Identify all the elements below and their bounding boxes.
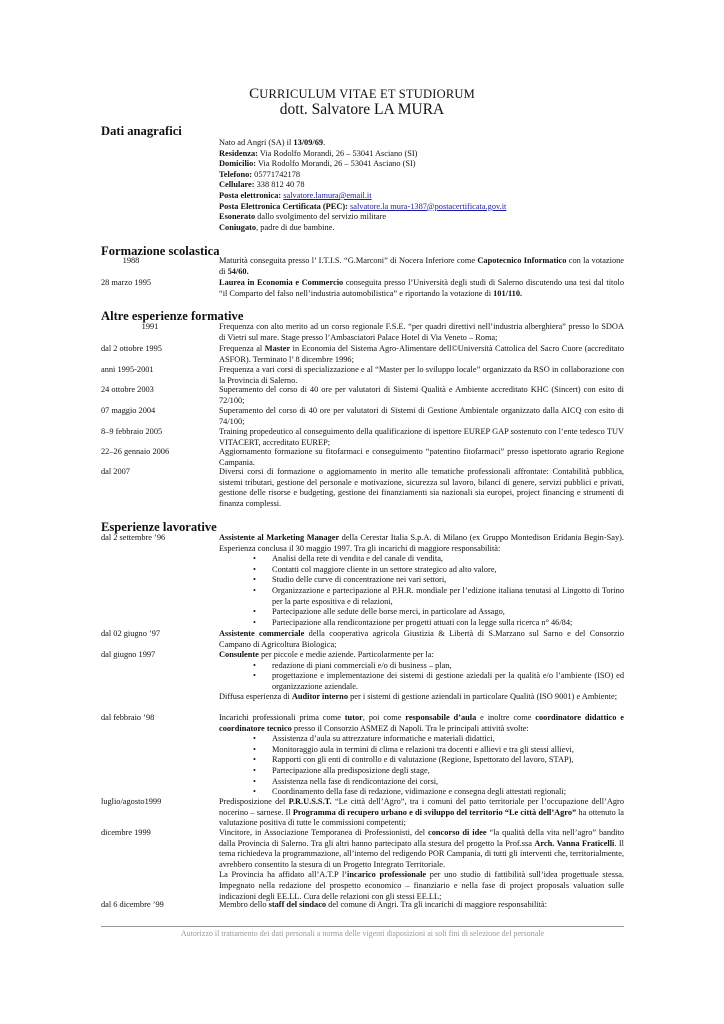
footer-consent: Autorizzo il trattamento dei dati personali a norma delle vigenti disposizioni ai soli fini di selezione del personale	[180, 929, 545, 938]
entry-date: dal 02 giugno ’97	[101, 629, 161, 638]
entry-text: Laurea in Economia e Commercio conseguita presso l’Università degli studi di Salerno discutendo una tesi dal titolo “il Comparto del falso nell’industria automobilistica” e riportando la votazione di 101/110.	[219, 278, 624, 298]
cv-name: dott. Salvatore LA MURA	[279, 101, 445, 118]
list-item: • Studio delle curve di concentrazione nei vari settori,	[253, 575, 447, 585]
email-line: Posta elettronica: salvatore.lamura@email.it	[219, 190, 372, 200]
bullet-list	[219, 554, 624, 628]
entry-text: Aggiornamento formazione su fitofarmaci e conseguimento “patentino fitofarmaci” presso ispettorato agrario Regione Campania.	[219, 447, 624, 467]
list-item: • Contatti col maggiore cliente in un settore strategico ad alto valore,	[253, 564, 497, 574]
personal-data-block	[219, 138, 624, 233]
bullet-list	[219, 661, 624, 693]
residence-line: Residenza: Via Rodolfo Morandi, 26 – 53041 Asciano (SI)	[219, 148, 418, 158]
entry-text: Diversi corsi di formazione o aggiornamento in merito alle tematiche professionali affrontate: Contabilità pubblica, sistemi tributari, gestione del personale e motivazione, sicurezza sul lavoro, bilanci di genere, servizi pubblici e privati, gestione delle risorse e budgeting, gestione dei finanziamenti sia nazionali sia europei, project financing e strumenti di finanza complessi.	[219, 467, 624, 508]
email-link[interactable]: salvatore.lamura@email.it	[283, 190, 372, 200]
entry-text: Training propedeutico al conseguimento della qualificazione di ispettore EUREP GAP sostenuto con l’ente tedesco TUV VITACERT, accreditato EUREP;	[219, 427, 624, 447]
entry-text: Superamento del corso di 40 ore per valutatori di Sistemi Qualità e Ambiente accreditato KHC (Sincert) con esito di 72/100;	[219, 385, 624, 405]
entry-text: Frequenza al Master in Economia del Sistema Agro-Alimentare dell©Università Cattolica del Sacro Cuore (accreditato ASFOR). Terminato l’ 8 dicembre 1996;	[219, 344, 624, 364]
mobile-line: Cellulare: 338 812 40 78	[219, 180, 305, 190]
entry-date: dal febbraio ’98	[101, 713, 155, 722]
entry-text: Frequenza con alto merito ad un corso regionale F.S.E. “per quadri direttivi nell’industria alberghiera” presso lo SDOA di Vietri sul mare. Stage presso l’Ambasciatori Palace Hotel di Via Veneto – Roma;	[219, 322, 624, 342]
list-item: • Organizzazione e partecipazione al P.H.R. mondiale per l’edizione italiana tenutasi al Lingotto di Torino per la parte espositiva e di relazioni,	[253, 585, 624, 606]
entry-text: Maturità conseguita presso l’ I.T.I.S. “G.Marconi” di Nocera Inferiore come Capotecnico Informatico con la votazione di 54/60.	[219, 256, 624, 276]
section-heading-dati: Dati anagrafici	[101, 124, 182, 138]
list-item: • progettazione e implementazione dei sistemi di gestione aziedali per la qualità e/o l’ambiente (ISO) ed organizzazione aziendale.	[253, 671, 624, 691]
section-heading-altre: Altre esperienze formative	[101, 309, 244, 323]
list-item: • Coordinamento della fase di redazione, vidimazione e consegna degli attestati regionali;	[253, 787, 567, 797]
entry-text: Superamento del corso di 40 ore per valutatori di Sistemi di Gestione Ambientale organizzato dalla AICQ con esito di 74/100;	[219, 406, 624, 426]
entry-date: dal giugno 1997	[101, 650, 156, 659]
list-item: • Analisi della rete di vendita e del canale di vendita,	[253, 554, 443, 564]
entry-date: 07 maggio 2004	[101, 406, 156, 415]
entry-date: dal 2 ottobre 1995	[101, 344, 162, 353]
entry-date: dicembre 1999	[101, 828, 151, 837]
section-heading-formazione: Formazione scolastica	[101, 244, 220, 258]
entry-date: dal 6 dicembre ’99	[101, 900, 164, 909]
domicile-line: Domicilio: Via Rodolfo Morandi, 26 – 53041 Asciano (SI)	[219, 159, 416, 169]
footer-divider	[101, 926, 624, 927]
entry-date: 8–9 febbraio 2005	[101, 427, 163, 436]
entry-date: 1991	[141, 322, 159, 331]
entry-text: Incarichi professionali prima come tutor, poi come responsabile d’aula e inoltre come coordinatore didattico e coordinatore tecnico presso il Consorzio ASMEZ di Napoli. Tra le principali attività svolte: • Assistenza d’aula su attrezzature informatiche e materiali didattici, • Monitoraggio aula in termini di clima e relazioni tra docenti e allievi e tra gli stessi allievi, • Rapporti con gli enti di controllo e di valutazione (Regione, Ispettorato del lavoro, STAP), • Partecipazione alla predisposizione degli stage, • Assistenza nella fase di rendicontazione dei corsi, • Coordinamento della fase di redazione, vidimazione e consegna degli attestati regionali;	[219, 713, 624, 797]
list-item: • Partecipazione alla predisposizione degli stage,	[253, 765, 430, 775]
military-line: Esonerato dallo svolgimento del servizio militare	[219, 212, 387, 222]
pec-link[interactable]: salvatore.la mura-1387@postacertificata.gov.it	[350, 201, 507, 211]
entry-text: Membro dello staff del sindaco del comune di Angri. Tra gli incarichi di maggiore responsabilità:	[219, 900, 547, 909]
phone-line: Telefono: 05771742178	[219, 169, 301, 179]
entry-text: Assistente commerciale della cooperativa agricola Giustizia & Libertà di S.Marzano sul Sarno e del Consorzio Campano di Agricoltura Biologica;	[219, 629, 624, 649]
list-item: • Rapporti con gli enti di controllo e di valutazione (Regione, Ispettorato del lavoro, STAP),	[253, 755, 574, 765]
entry-date: anni 1995-2001	[101, 365, 154, 374]
entry-text: Assistente al Marketing Manager della Cerestar Italia S.p.A. di Milano (ex Gruppo Montedison Eridania Begin-Say). Esperienza conclusa il 30 maggio 1997. Tra gli incarichi di maggiore responsabilità: • Analisi della rete di vendita e del canale di vendita, • Contatti col maggiore cliente in un settore strategico ad alto valore, • Studio delle curve di concentrazione nei vari settori, • Organizzazione e partecipazione al P.H.R. mondiale per l’edizione italiana tenutasi al Lingotto di Torino per la parte espositiva e di relazioni, • Partecipazione alle sedute delle borse merci, in particolare ad Assago, • Partecipazione alla rendicontazione per progetti attuati con la legge sulla ricerca n° 46/84;	[219, 533, 624, 627]
entry-date: 28 marzo 1995	[101, 278, 152, 287]
entry-text: Frequenza a vari corsi di specializzazione e al “Master per lo sviluppo locale” organizzato da RSO in collaborazione con la Provincia di Salerno.	[219, 365, 624, 385]
list-item: • Monitoraggio aula in termini di clima e relazioni tra docenti e allievi e tra gli stessi allievi,	[253, 744, 574, 754]
birth-line: Nato ad Angri (SA) il 13/09/69.	[219, 138, 326, 147]
list-item: • redazione di piani commerciali e/o di business – plan,	[253, 660, 452, 670]
entry-date: 1988	[122, 256, 140, 265]
entry-date: dal 2007	[101, 467, 130, 476]
entry-text: Consulente per piccole e medie aziende. Particolarmente per la: • redazione di piani commerciali e/o di business – plan, • progettazione e implementazione dei sistemi di gestione aziedali per la qualità e/o l’ambiente (ISO) ed organizzazione aziendale. Diffusa esperienza di Auditor interno per i sistemi di gestione aziendali in particolare Qualità (ISO 9001) e Ambiente;	[219, 650, 624, 702]
list-item: • Partecipazione alla rendicontazione per progetti attuati con la legge sulla ricerca n° 46/84;	[253, 617, 573, 627]
section-heading-lavoro: Esperienze lavorative	[101, 520, 217, 534]
cv-title: CURRICULUM VITAE ET STUDIORUM	[249, 86, 475, 102]
entry-date: luglio/agosto1999	[101, 797, 162, 806]
entry-date: 22–26 gennaio 2006	[101, 447, 170, 456]
entry-text: Vincitore, in Associazione Temporanea di Professionisti, del concorso di idee “la qualità della vita nell’agro” bandito dalla Provincia di Salerno. Tra gli altri hanno partecipato alla stesura del progetto la Prof.ssa Arch. Vanna Fraticelli. Il tema richiedeva la programmazione, all’interno del redigendo POR Campania, di tutti gli interventi che, territorialmente, avrebbero consentito la stesura di un Progetto Integrato Territoriale. La Provincia ha affidato all’A.T.P l’incarico professionale per uno studio di fattibilità sull’idea progettuale stessa. Impegnato nella redazione del prospetto economico – finanziario e nella fase di project proposals valuation sulle indicazioni degli EE.LL. Cura delle relazioni con gli stessi EE.LL;	[219, 828, 624, 901]
pec-line: Posta Elettronica Certificata (PEC): salvatore.la mura-1387@postacertificata.gov.it	[219, 201, 507, 211]
entry-date: 24 ottobre 2003	[101, 385, 154, 394]
list-item: • Partecipazione alle sedute delle borse merci, in particolare ad Assago,	[253, 607, 505, 617]
marital-line: Coniugato, padre di due bambine.	[219, 222, 335, 232]
list-item: • Assistenza d’aula su attrezzature informatiche e materiali didattici,	[253, 734, 495, 744]
entry-date: dal 2 settembre ’96	[101, 533, 166, 542]
list-item: • Assistenza nella fase di rendicontazione dei corsi,	[253, 776, 439, 786]
entry-text: Predisposizione del P.R.U.S.S.T. “Le città dell’Agro”, tra i comuni del patto territoriale per l’occupazione dell’Agro nocerino – sarnese. Il Programma di recupero urbano e di sviluppo del territorio “Le città dell’Agro” ha ottenuto la valutazione positiva di tutte le commissioni competenti;	[219, 797, 624, 828]
bullet-list	[219, 734, 624, 798]
